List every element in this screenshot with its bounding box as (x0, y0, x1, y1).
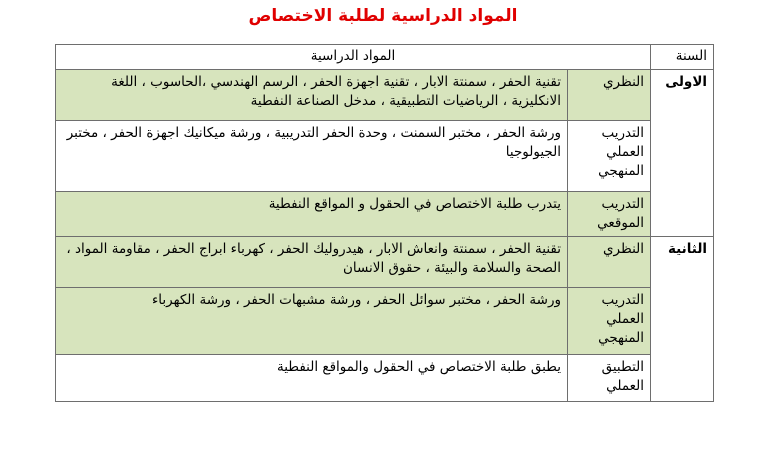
year-label-second: الثانية (651, 237, 714, 402)
table-header-row (56, 45, 714, 70)
study-type-cell: التدريب العملي المنهجي (568, 288, 651, 355)
subjects-column-header: المواد الدراسية (56, 45, 651, 70)
page-title: المواد الدراسية لطلبة الاختصاص (248, 6, 518, 26)
study-type-cell: النظري (568, 70, 651, 121)
study-type-cell: التدريب الموقعي (568, 192, 651, 237)
study-type-cell: النظري (568, 237, 651, 288)
study-type-cell: التطبيق العملي (568, 355, 651, 402)
table-row (56, 288, 714, 355)
table-row (56, 121, 714, 192)
table-row (56, 192, 714, 237)
subjects-cell: ورشة الحفر ، مختبر سوائل الحفر ، ورشة مشبهات الحفر ، ورشة الكهرباء (56, 288, 568, 355)
table-row (56, 237, 714, 288)
subjects-cell: يطبق طلبة الاختصاص في الحقول والمواقع النفطية (56, 355, 568, 402)
subjects-cell: تقنية الحفر ، سمنتة وانعاش الابار ، هيدروليك الحفر ، كهرباء ابراج الحفر ، مقاومة المواد ، الصحة والسلامة والبيئة ، حقوق الانسان (56, 237, 568, 288)
subjects-cell: تقنية الحفر ، سمنتة الابار ، تقنية اجهزة الحفر ، الرسم الهندسي ،الحاسوب ، اللغة الانكليزية ، الرياضيات التطبيقية ، مدخل الصناعة النفطية (56, 70, 568, 121)
curriculum-table (55, 44, 714, 402)
table-row (56, 70, 714, 121)
year-column-header: السنة (651, 45, 714, 70)
table-row (56, 355, 714, 402)
subjects-cell: ورشة الحفر ، مختبر السمنت ، وحدة الحفر التدريبية ، ورشة ميكانيك اجهزة الحفر ، مختبر الجيولوجيا (56, 121, 568, 192)
study-type-cell: التدريب العملي المنهجي (568, 121, 651, 192)
subjects-cell: يتدرب طلبة الاختصاص في الحقول و المواقع النفطية (56, 192, 568, 237)
year-label-first: الاولى (651, 70, 714, 237)
